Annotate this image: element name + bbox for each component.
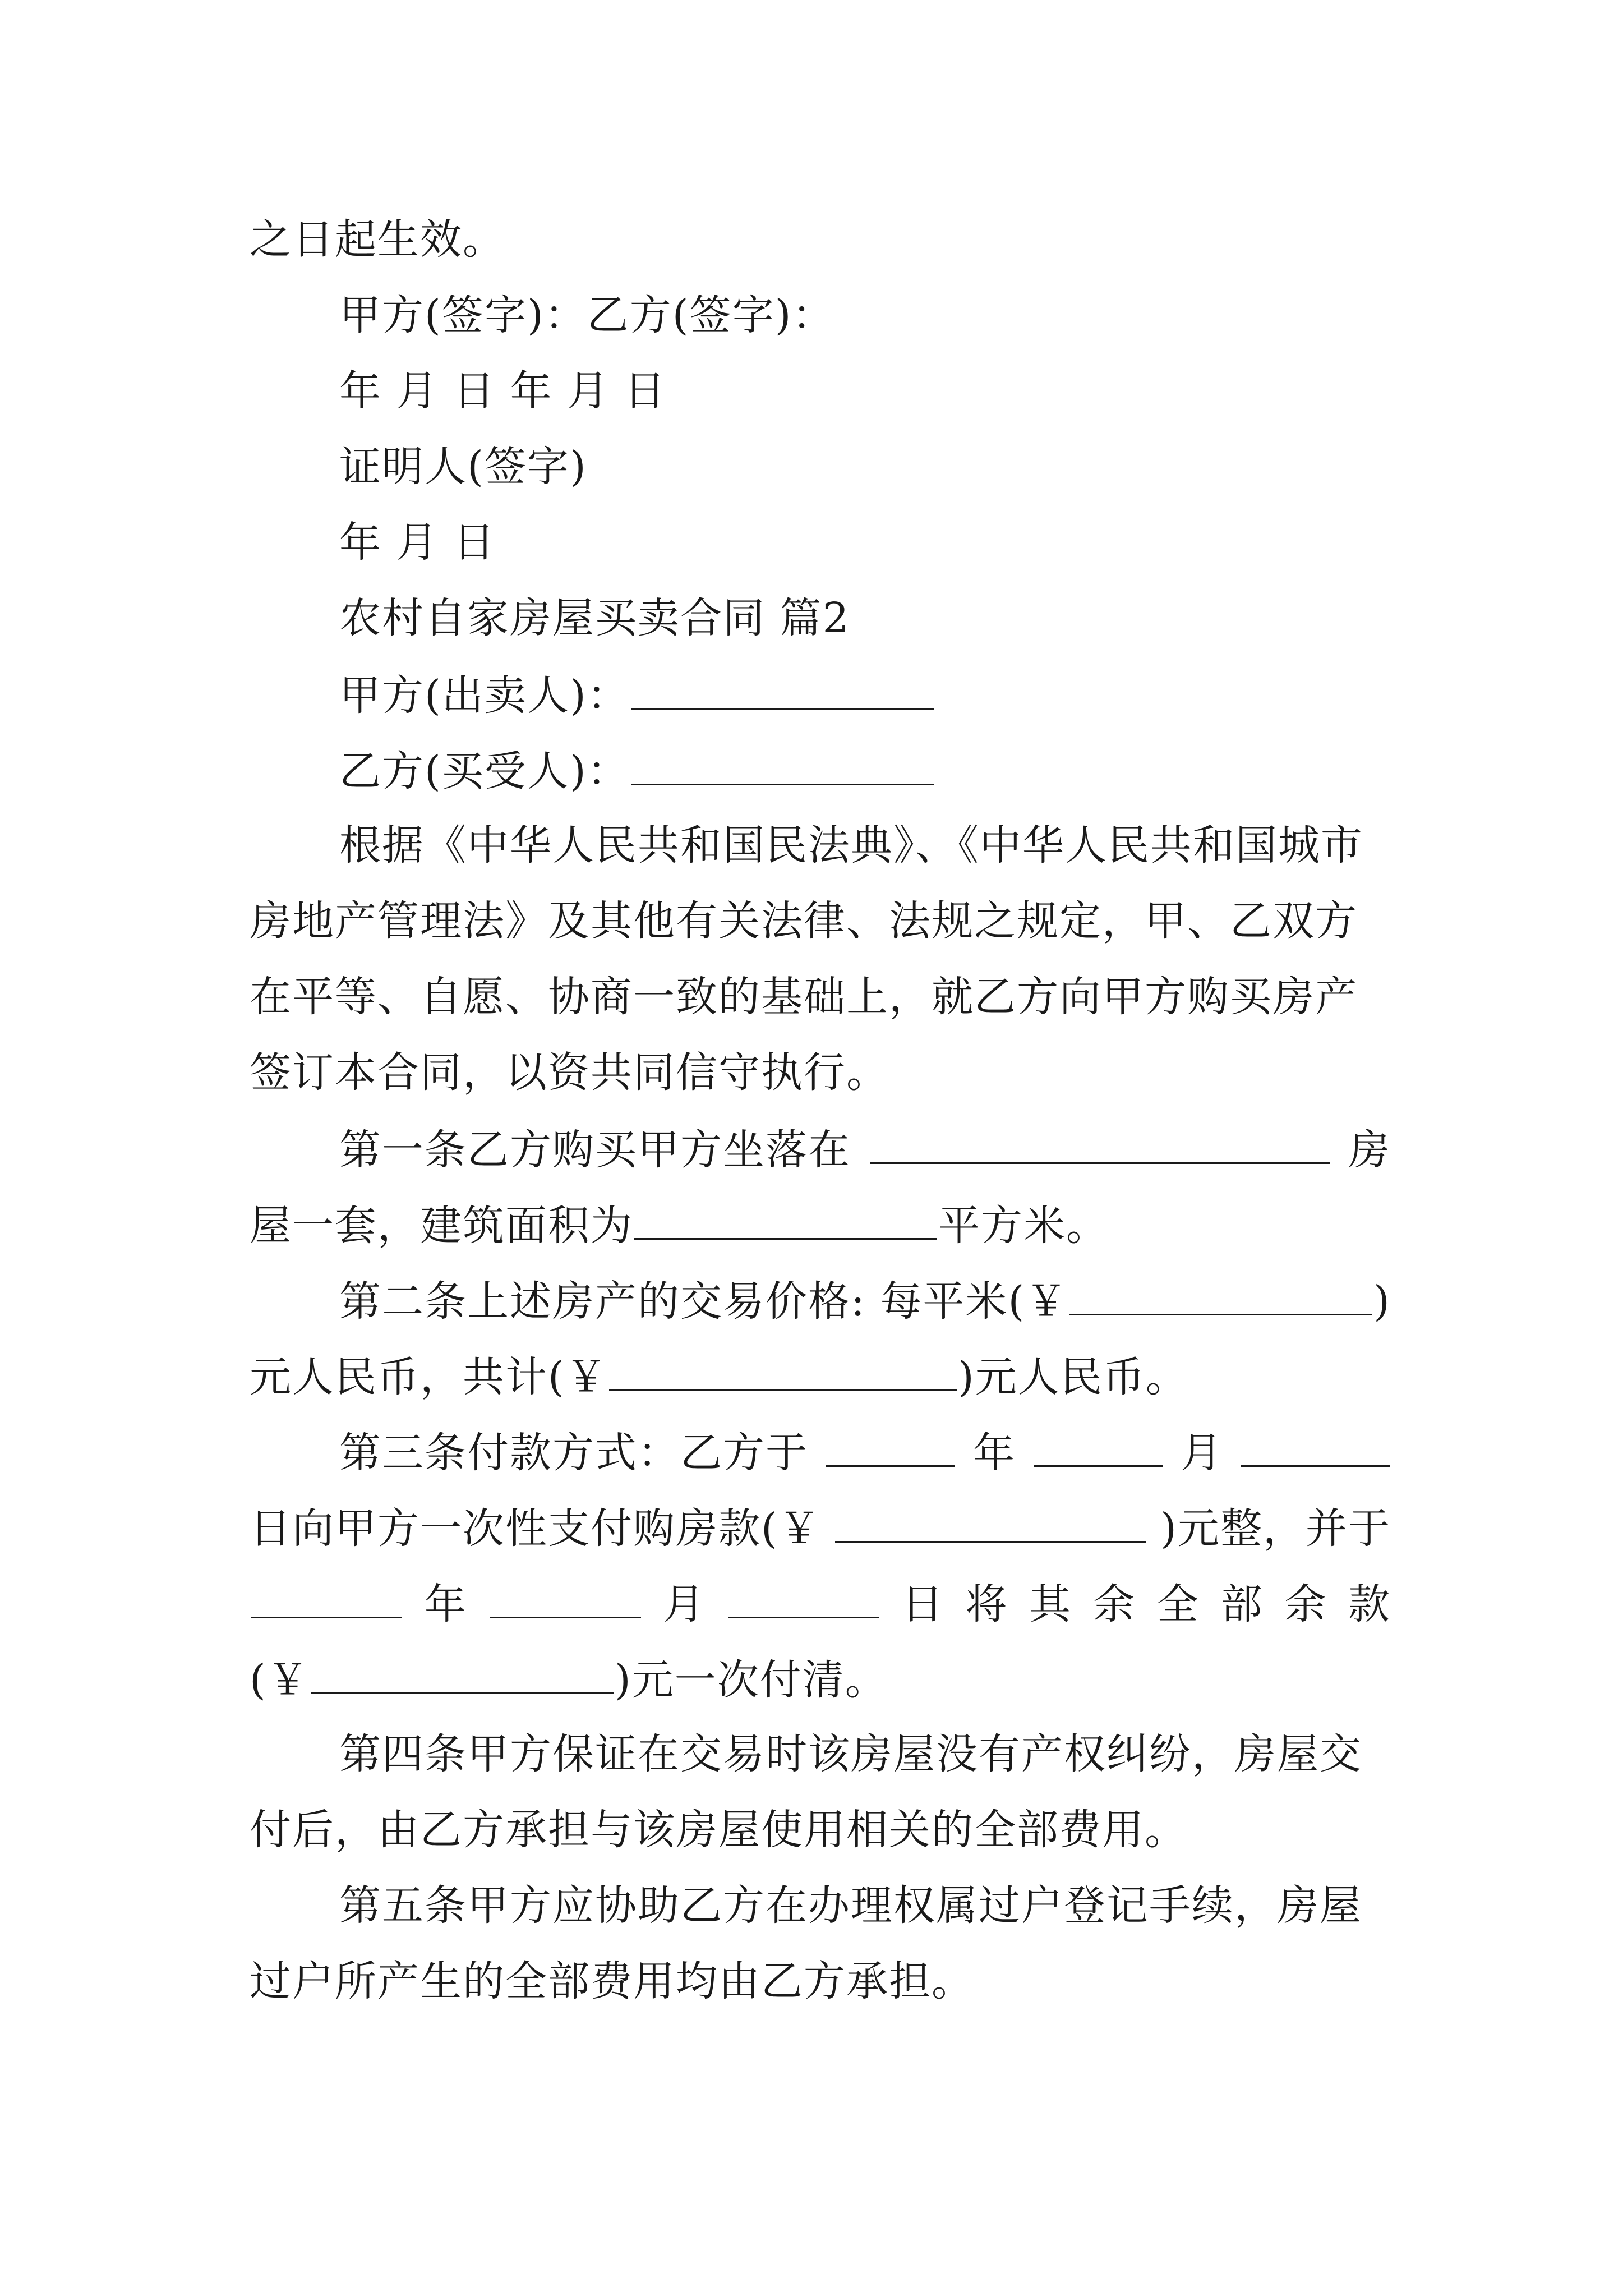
article-2-line <box>339 1277 1391 1326</box>
day-blank[interactable] <box>728 1582 879 1618</box>
article-1-text: 第一条乙方购买甲方坐落在 <box>339 1126 851 1174</box>
article-3-paren: (￥ <box>250 1656 310 1704</box>
date-line: 年 月 日 年 月 日 <box>339 367 667 415</box>
buyer-line <box>339 747 1391 795</box>
article-2-text-end: )元人民币。 <box>957 1353 1188 1401</box>
month-label: 月 <box>1181 1429 1223 1477</box>
year-label: 年 <box>973 1429 1016 1477</box>
seller-label: 甲方(出卖人)： <box>339 671 630 720</box>
paragraph-line: 签订本合同，以资共同信守执行。 <box>250 1048 889 1097</box>
char: 部 <box>1220 1580 1264 1628</box>
article-3-line-2 <box>250 1504 1391 1553</box>
article-4-line: 第四条甲方保证在交易时该房屋没有产权纠纷，房屋交 <box>339 1730 1362 1778</box>
article-2-paren: ) <box>1373 1277 1391 1326</box>
unit-price-blank[interactable] <box>1069 1279 1372 1315</box>
day-blank[interactable] <box>1241 1430 1390 1467</box>
area-blank[interactable] <box>634 1203 937 1240</box>
total-price-blank[interactable] <box>609 1355 957 1391</box>
remaining-blank[interactable] <box>311 1658 614 1694</box>
article-2-text: 第二条上述房产的交易价格: 每平米(￥ <box>339 1277 1068 1326</box>
article-1-line <box>339 1126 1391 1174</box>
char: 月 <box>663 1580 706 1628</box>
article-3-text-end: )元一次付清。 <box>614 1656 888 1704</box>
paragraph-line: 房地产管理法》及其他有关法律、法规之规定，甲、乙双方 <box>250 897 1358 945</box>
section-title: 农村自家房屋买卖合同 篇2 <box>339 594 850 642</box>
article-1-unit: 平方米。 <box>938 1202 1109 1250</box>
payment-blank[interactable] <box>835 1506 1146 1543</box>
article-3-line-4 <box>250 1656 1391 1704</box>
char: 款 <box>1348 1580 1391 1628</box>
article-1-text: 屋一套，建筑面积为 <box>250 1202 633 1250</box>
buyer-label: 乙方(买受人)： <box>339 747 630 795</box>
article-3-text-end: )元整，并于 <box>1160 1504 1391 1553</box>
char: 余 <box>1093 1580 1136 1628</box>
buyer-blank[interactable] <box>631 749 934 785</box>
paragraph-line: 在平等、自愿、协商一致的基础上，就乙方向甲方购买房产 <box>250 973 1358 1021</box>
char: 将 <box>965 1580 1008 1628</box>
date-line: 年 月 日 <box>339 518 496 567</box>
char: 年 <box>424 1580 467 1628</box>
signature-line: 甲方(签字)：乙方(签字)： <box>339 291 835 339</box>
article-2-text: 元人民币，共计(￥ <box>250 1353 608 1401</box>
article-5-line-2: 过户所产生的全部费用均由乙方承担。 <box>250 1957 974 2005</box>
char: 全 <box>1156 1580 1200 1628</box>
seller-line <box>339 671 1391 720</box>
article-5-line: 第五条甲方应协助乙方在办理权属过户登记手续，房屋 <box>339 1881 1362 1930</box>
paragraph-line: 根据《中华人民共和国民法典》、《中华人民共和国城市 <box>339 821 1363 869</box>
article-2-line-2 <box>250 1353 1391 1401</box>
article-3-line-3 <box>250 1580 1391 1628</box>
witness-line: 证明人(签字) <box>339 443 587 491</box>
text-line: 之日起生效。 <box>250 215 505 264</box>
article-3-text: 日向甲方一次性支付购房款(￥ <box>250 1504 821 1553</box>
article-3-line <box>339 1429 1391 1477</box>
year-blank[interactable] <box>826 1430 955 1467</box>
char: 日 <box>901 1580 944 1628</box>
month-blank[interactable] <box>1034 1430 1163 1467</box>
seller-blank[interactable] <box>631 673 934 710</box>
article-1-text-end: 房 <box>1348 1126 1391 1174</box>
article-1-line-2 <box>250 1202 1391 1250</box>
article-4-line-2: 付后，由乙方承担与该房屋使用相关的全部费用。 <box>250 1806 1187 1854</box>
char: 其 <box>1029 1580 1072 1628</box>
year-blank[interactable] <box>251 1582 402 1618</box>
location-blank[interactable] <box>870 1128 1330 1164</box>
char: 余 <box>1284 1580 1327 1628</box>
article-3-text: 第三条付款方式：乙方于 <box>339 1429 808 1477</box>
month-blank[interactable] <box>490 1582 641 1618</box>
